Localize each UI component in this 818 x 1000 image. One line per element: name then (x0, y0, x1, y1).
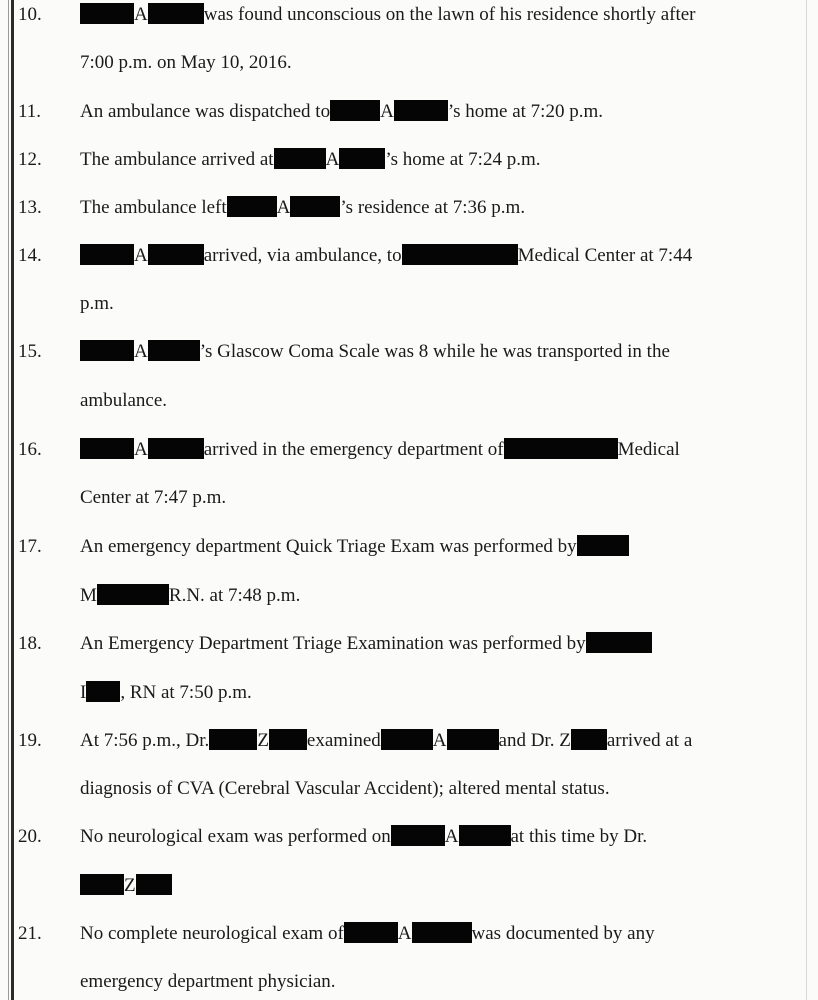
paragraph-text (80, 437, 680, 463)
text-segment: emergency department physician. (80, 971, 336, 992)
text-segment: Medical Center at 7:44 (517, 245, 693, 266)
redaction-box (148, 438, 204, 459)
text-segment: p.m. (80, 293, 114, 314)
paragraph-15-line-2 (0, 388, 818, 414)
paragraph-number: 13. (18, 197, 42, 218)
paragraph-number: 10. (18, 4, 42, 25)
paragraph-number: 16. (18, 439, 42, 460)
text-segment: ambulance. (80, 390, 168, 411)
paragraph-text (80, 50, 292, 76)
paragraph-17-line-1 (0, 534, 818, 560)
paragraph-20-line-1 (0, 824, 818, 850)
text-segment: I (80, 682, 87, 703)
redaction-box (148, 244, 204, 265)
paragraph-text (80, 99, 603, 125)
text-segment: Z (124, 875, 136, 896)
redaction-box (577, 535, 629, 556)
text-segment: examined (306, 730, 381, 751)
paragraph-text (80, 339, 670, 365)
redaction-box (339, 148, 385, 169)
redaction-box (274, 148, 326, 169)
paragraph-16-line-2 (0, 485, 818, 511)
redaction-box (412, 922, 472, 943)
text-segment: A (276, 197, 291, 218)
paragraph-12-line-1 (0, 147, 818, 173)
paragraph-20-line-2 (0, 873, 818, 899)
redaction-box (394, 100, 448, 121)
paragraph-number: 20. (18, 826, 42, 847)
text-segment: No complete neurological exam of (80, 923, 344, 944)
redaction-box (402, 244, 518, 265)
text-segment: An emergency department Quick Triage Exam was performed by (80, 536, 577, 557)
paragraph-text (80, 291, 114, 317)
paragraph-10-line-2 (0, 50, 818, 76)
redaction-box (227, 196, 277, 217)
redaction-box (80, 340, 134, 361)
text-segment: A (134, 439, 148, 460)
redaction-box (459, 825, 511, 846)
text-segment: at this time by Dr. (510, 826, 648, 847)
paragraph-21-line-1 (0, 921, 818, 947)
redaction-box (269, 729, 307, 750)
redaction-box (381, 729, 433, 750)
redaction-box (80, 3, 134, 24)
paragraph-19-line-2 (0, 776, 818, 802)
text-segment: , RN at 7:50 p.m. (120, 682, 252, 703)
text-segment: arrived, via ambulance, to (203, 245, 402, 266)
redaction-box (148, 3, 204, 24)
paragraph-17-line-2 (0, 583, 818, 609)
text-segment: was documented by any (471, 923, 655, 944)
text-segment: At 7:56 p.m., Dr. (80, 730, 210, 751)
text-segment: The ambulance left (80, 197, 227, 218)
paragraph-number: 18. (18, 633, 42, 654)
redaction-box (447, 729, 499, 750)
text-segment: and Dr. Z (498, 730, 571, 751)
redaction-box (86, 681, 120, 702)
text-segment: R.N. at 7:48 p.m. (168, 585, 301, 606)
redaction-box (571, 729, 607, 750)
paragraph-14-line-2 (0, 291, 818, 317)
paragraph-text (80, 873, 172, 899)
text-segment: 7:00 p.m. on May 10, 2016. (80, 52, 292, 73)
paragraph-text (80, 388, 167, 414)
paragraph-text (80, 776, 610, 802)
redaction-box (148, 340, 200, 361)
text-segment: No neurological exam was performed on (80, 826, 391, 847)
text-segment: A (325, 149, 340, 170)
text-segment: Z (257, 730, 269, 751)
paragraph-text (80, 631, 652, 657)
redaction-box (391, 825, 445, 846)
text-segment: ’s home at 7:24 p.m. (385, 149, 541, 170)
paragraph-16-line-1 (0, 437, 818, 463)
paragraph-text (80, 534, 629, 560)
text-segment: An ambulance was dispatched to (80, 101, 331, 122)
paragraph-14-line-1 (0, 243, 818, 269)
paragraph-number: 11. (18, 101, 42, 122)
paragraph-text (80, 147, 540, 173)
text-segment: ’s residence at 7:36 p.m. (340, 197, 526, 218)
redaction-box (80, 438, 134, 459)
redaction-box (586, 632, 652, 653)
paragraph-number: 12. (18, 149, 42, 170)
paragraph-18-line-1 (0, 631, 818, 657)
paragraph-number: 15. (18, 341, 42, 362)
text-segment: arrived in the emergency department of (203, 439, 504, 460)
text-segment: Medical (617, 439, 680, 460)
text-segment: A (380, 101, 394, 122)
paragraph-18-line-2 (0, 680, 818, 706)
paragraph-text (80, 969, 336, 995)
redaction-box (209, 729, 257, 750)
paragraph-10-line-1 (0, 2, 818, 28)
redaction-box (344, 922, 398, 943)
paragraph-text (80, 485, 226, 511)
text-segment: arrived at a (606, 730, 693, 751)
text-segment: A (134, 245, 148, 266)
paragraph-text (80, 2, 696, 28)
redaction-box (504, 438, 618, 459)
paragraph-text (80, 680, 252, 706)
paragraph-number: 14. (18, 245, 42, 266)
paragraph-text (80, 921, 655, 947)
text-segment: M (80, 585, 97, 606)
text-segment: Center at 7:47 p.m. (80, 487, 227, 508)
paragraph-text (80, 728, 692, 754)
text-segment: diagnosis of CVA (Cerebral Vascular Accident); altered mental status. (80, 778, 610, 799)
text-segment: A (134, 341, 148, 362)
paragraph-11-line-1 (0, 99, 818, 125)
paragraph-text (80, 583, 300, 609)
paragraph-text (80, 243, 692, 269)
text-segment: A (444, 826, 459, 847)
redaction-box (80, 244, 134, 265)
paragraph-13-line-1 (0, 195, 818, 221)
text-segment: The ambulance arrived at (80, 149, 274, 170)
redaction-box (80, 874, 124, 895)
redaction-box (330, 100, 380, 121)
paragraph-number: 19. (18, 730, 42, 751)
text-segment: An Emergency Department Triage Examination was performed by (80, 633, 586, 654)
redaction-box (97, 584, 169, 605)
text-segment: ’s Glascow Coma Scale was 8 while he was transported in the (199, 341, 670, 362)
paragraph-number: 17. (18, 536, 42, 557)
paragraph-15-line-1 (0, 339, 818, 365)
paragraph-text (80, 824, 647, 850)
paragraph-21-line-2 (0, 969, 818, 995)
text-segment: ’s home at 7:20 p.m. (447, 101, 603, 122)
paragraph-number: 21. (18, 923, 42, 944)
paragraph-19-line-1 (0, 728, 818, 754)
text-segment: A (397, 923, 412, 944)
paragraph-text (80, 195, 525, 221)
redaction-box (136, 874, 172, 895)
text-segment: was found unconscious on the lawn of his residence shortly after (203, 4, 696, 25)
redaction-box (290, 196, 340, 217)
text-segment: A (432, 730, 447, 751)
text-segment: A (134, 4, 148, 25)
